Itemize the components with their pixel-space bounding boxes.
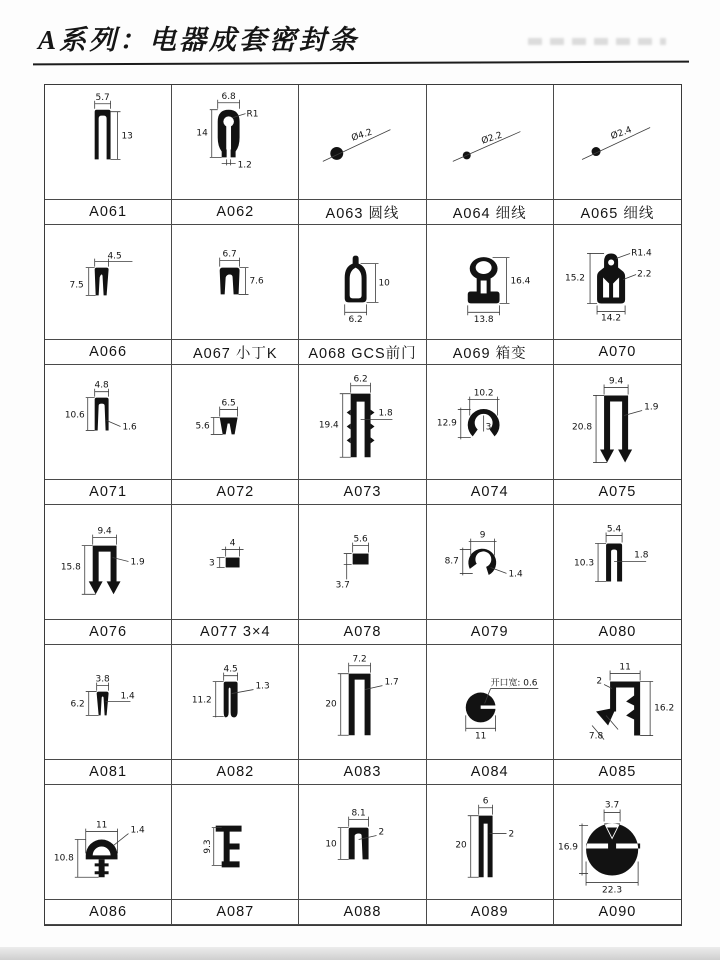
dim-label: 1.8: [633, 550, 649, 561]
product-code: A064 细线: [452, 205, 527, 222]
product-code: A076: [89, 624, 128, 640]
label-a083: [299, 760, 426, 785]
label-a062: [172, 200, 299, 225]
drawing-a074: [427, 365, 554, 480]
dim-label: 6.7: [222, 249, 237, 260]
drawing-a084: [427, 645, 554, 760]
product-code: A085: [598, 764, 637, 780]
product-code: A078: [343, 624, 382, 640]
product-code: A061: [89, 204, 128, 220]
product-code: A069 箱变: [452, 345, 527, 362]
drawing-a080: [554, 505, 681, 620]
label-a086: [45, 900, 172, 925]
dim-label: Ø4.2: [350, 127, 375, 144]
product-code: A083: [343, 764, 382, 780]
label-a067: [172, 340, 299, 365]
dim-label: Ø2.4: [609, 125, 633, 142]
label-a090: [554, 900, 681, 925]
dim-label: R1.4: [630, 248, 652, 259]
drawing-a072: [172, 365, 299, 480]
dim-label: Ø2.2: [479, 130, 504, 147]
product-code: A066: [89, 344, 128, 360]
dim-label: 1.4: [130, 825, 145, 836]
product-code: A063 圆线: [325, 205, 400, 222]
label-a084: [427, 760, 554, 785]
dim-label: 3.8: [95, 674, 110, 685]
drawing-a081: [45, 645, 172, 760]
dim-label: 1.9: [130, 557, 145, 568]
product-code: A080: [598, 624, 637, 640]
dim-label: 6.2: [348, 315, 364, 326]
drawing-a066: [45, 225, 172, 340]
dim-label: 15.8: [60, 562, 81, 573]
label-a070: [554, 340, 681, 365]
product-code: A071: [89, 484, 128, 500]
dim-label: 16.4: [510, 276, 530, 287]
dim-label: 7.5: [69, 280, 84, 291]
dim-label: 11: [619, 662, 631, 673]
dim-label: 1.2: [237, 160, 252, 171]
product-code: A088: [343, 904, 382, 920]
drawing-a082: [172, 645, 299, 760]
drawing-a090: [554, 785, 681, 900]
product-code: A086: [89, 904, 128, 920]
dim-label: 14: [196, 128, 208, 139]
dim-label: 16.2: [653, 703, 674, 714]
drawing-a077: [172, 505, 299, 620]
dim-label: 7.8: [588, 731, 604, 742]
product-code: A087: [216, 904, 255, 920]
dim-label: 14.2: [600, 313, 621, 324]
dim-label: 20: [454, 840, 467, 851]
label-a065: [554, 200, 681, 225]
dim-label: 3.7: [604, 800, 620, 811]
label-a085: [554, 760, 681, 785]
label-a068: [299, 340, 426, 365]
drawing-a089: [427, 785, 554, 900]
label-a082: [172, 760, 299, 785]
scan-edge-shadow: [0, 947, 720, 960]
product-code: A077 3×4: [200, 624, 271, 640]
dim-label: 4.8: [94, 380, 109, 391]
dim-label: 8.7: [444, 556, 459, 567]
dim-label: 6.2: [70, 699, 85, 710]
drawing-a086: [45, 785, 172, 900]
dim-label: 1.4: [120, 691, 135, 702]
drawing-a069: [427, 225, 554, 340]
title-underline: [33, 61, 689, 66]
drawing-a076: [45, 505, 172, 620]
product-code: A073: [343, 484, 382, 500]
dim-label: 19.4: [319, 420, 340, 431]
dim-label: 11: [474, 731, 486, 742]
product-code: A067 小丁K: [193, 345, 278, 362]
dim-label: 9.3: [202, 839, 213, 854]
drawing-a087: [172, 785, 299, 900]
label-a081: [45, 760, 172, 785]
dim-label: 4.5: [223, 664, 238, 675]
dim-label: 20: [325, 699, 338, 710]
drawing-a085: [554, 645, 681, 760]
product-code: A079: [470, 624, 509, 640]
product-code: A072: [216, 484, 255, 500]
product-code: A081: [89, 764, 128, 780]
dim-label: 3.7: [336, 580, 351, 591]
label-a080: [554, 620, 681, 645]
label-a078: [299, 620, 426, 645]
dim-label: 5.7: [95, 92, 110, 103]
label-a089: [427, 900, 554, 925]
dim-label: 6.8: [221, 91, 236, 102]
dim-label: 9: [479, 530, 486, 541]
dim-label: 11: [95, 820, 108, 831]
dim-label: 10.8: [53, 853, 74, 864]
dim-label: 5.6: [195, 421, 210, 432]
label-a064: [427, 200, 554, 225]
dim-label: 7.6: [249, 276, 264, 287]
dim-label: 3: [209, 558, 215, 569]
dim-label: 2: [508, 829, 514, 840]
dim-label: 8.1: [351, 808, 367, 819]
dim-label: 2.2: [636, 269, 652, 280]
drawing-a073: [299, 365, 426, 480]
dim-label: 1.9: [643, 402, 659, 413]
dim-label: 12.9: [436, 418, 457, 429]
drawing-a075: [554, 365, 681, 480]
label-a072: [172, 480, 299, 505]
dim-label: 16.9: [557, 842, 578, 853]
drawing-a079: [427, 505, 554, 620]
dim-label: 10.2: [473, 388, 494, 399]
product-code: A075: [598, 484, 637, 500]
dim-label: 1.7: [384, 677, 400, 688]
product-code: A090: [598, 904, 637, 920]
dim-label: 20.8: [571, 422, 592, 433]
dim-label: 5.6: [353, 534, 369, 545]
product-code: A084: [470, 764, 509, 780]
dim-label: 2: [378, 827, 385, 838]
dim-label: 6.2: [353, 374, 369, 385]
dim-label: 22.3: [601, 885, 622, 896]
dim-label: 1.4: [508, 569, 523, 580]
label-a069: [427, 340, 554, 365]
product-code: A065 细线: [580, 205, 655, 222]
dim-label: 2: [596, 676, 602, 687]
dim-label: 10: [325, 839, 338, 850]
dim-label: 6: [482, 796, 489, 807]
dim-label: 3: [485, 422, 491, 433]
dim-label: 10.6: [64, 410, 85, 421]
label-a077: [172, 620, 299, 645]
dim-label: 7.2: [352, 654, 368, 665]
faded-print-artifact: [528, 38, 666, 45]
dim-label: 1.3: [255, 681, 270, 692]
drawing-a070: [554, 225, 681, 340]
label-a061: [45, 200, 172, 225]
label-a063: [299, 200, 426, 225]
drawing-a088: [299, 785, 426, 900]
dim-label: 11.2: [192, 695, 212, 706]
page-title: A系列：电器成套密封条: [38, 25, 360, 55]
label-a087: [172, 900, 299, 925]
dim-label: 10: [378, 278, 391, 289]
dim-label: 5.4: [606, 524, 622, 535]
dim-label: 15.2: [564, 273, 585, 284]
label-a073: [299, 480, 426, 505]
drawing-a065: [554, 85, 681, 200]
drawing-a071: [45, 365, 172, 480]
label-a075: [554, 480, 681, 505]
label-a066: [45, 340, 172, 365]
drawing-a063: [299, 85, 426, 200]
dim-label: R1: [246, 109, 259, 120]
drawing-a067: [172, 225, 299, 340]
dim-label: 9.4: [608, 376, 624, 387]
dim-label: 10.3: [573, 558, 594, 569]
product-grid: [44, 84, 682, 926]
label-a071: [45, 480, 172, 505]
product-code: A070: [598, 344, 637, 360]
drawing-a083: [299, 645, 426, 760]
dim-label: 6.5: [221, 398, 236, 409]
drawing-a078: [299, 505, 426, 620]
label-a076: [45, 620, 172, 645]
drawing-a064: [427, 85, 554, 200]
label-a079: [427, 620, 554, 645]
product-code: A062: [216, 204, 255, 220]
label-a088: [299, 900, 426, 925]
product-code: A068 GCS前门: [308, 345, 417, 362]
dim-label: 13: [121, 131, 133, 142]
drawing-a061: [45, 85, 172, 200]
dim-label: 9.4: [97, 526, 112, 537]
drawing-a062: [172, 85, 299, 200]
dim-label: 4.5: [107, 251, 122, 262]
product-code: A074: [470, 484, 509, 500]
label-a074: [427, 480, 554, 505]
dim-label: 1.8: [378, 408, 394, 419]
dim-label: 开口宽: 0.6: [490, 678, 538, 689]
dim-label: 1.6: [122, 422, 137, 433]
product-code: A082: [216, 764, 255, 780]
dim-label: 4: [229, 538, 236, 549]
drawing-a068: [299, 225, 426, 340]
dim-label: 13.8: [473, 315, 494, 326]
product-code: A089: [470, 904, 509, 920]
